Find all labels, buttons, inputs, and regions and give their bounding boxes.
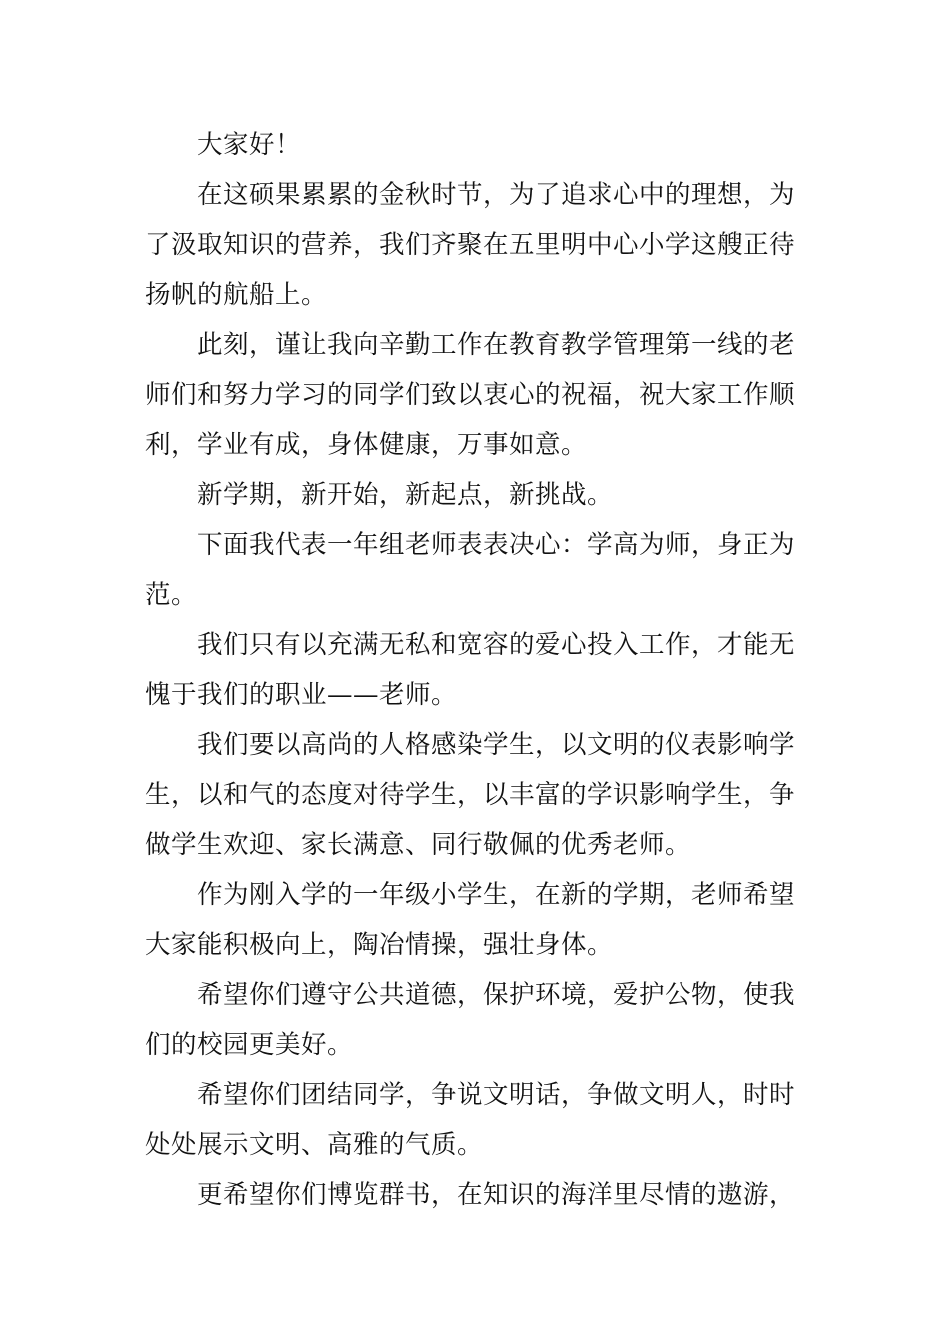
text-line: 作为刚入学的一年级小学生，在新的学期，老师希望 (197, 880, 796, 910)
text-line: 我们只有以充满无私和宽容的爱心投入工作，才能无 (197, 630, 796, 660)
text-line: 师们和努力学习的同学们致以衷心的祝福，祝大家工作顺 (145, 380, 796, 410)
paragraph (145, 720, 810, 870)
text-line: 在这硕果累累的金秋时节，为了追求心中的理想，为 (197, 180, 796, 210)
paragraph (145, 870, 810, 970)
text-line: 下面我代表一年组老师表表决心：学高为师，身正为 (197, 530, 796, 560)
text-line: 大家能积极向上，陶冶情操，强壮身体。 (145, 930, 614, 960)
text-line: 大家好！ (197, 130, 302, 160)
paragraph (145, 620, 810, 720)
text-line: 了汲取知识的营养，我们齐聚在五里明中心小学这艘正待 (145, 230, 796, 260)
text-line: 我们要以高尚的人格感染学生，以文明的仪表影响学 (197, 730, 796, 760)
paragraph (145, 170, 810, 320)
text-line: 做学生欢迎、家长满意、同行敬佩的优秀老师。 (145, 830, 692, 860)
paragraph-greeting (145, 120, 810, 170)
paragraph (145, 1170, 810, 1220)
paragraph (145, 970, 810, 1070)
text-line: 们的校园更美好。 (145, 1030, 354, 1060)
text-line: 处处展示文明、高雅的气质。 (145, 1130, 484, 1160)
text-line: 愧于我们的职业——老师。 (145, 680, 458, 710)
text-line: 扬帆的航船上。 (145, 280, 328, 310)
paragraph (145, 520, 810, 620)
text-line: 生，以和气的态度对待学生，以丰富的学识影响学生，争 (145, 780, 796, 810)
text-line: 希望你们团结同学，争说文明话，争做文明人，时时 (197, 1080, 796, 1110)
text-line: 新学期，新开始，新起点，新挑战。 (197, 480, 614, 510)
text-line: 利，学业有成，身体健康，万事如意。 (145, 430, 588, 460)
paragraph (145, 470, 810, 520)
document-body (145, 120, 810, 1220)
text-line: 此刻，谨让我向辛勤工作在教育教学管理第一线的老 (197, 330, 796, 360)
paragraph (145, 320, 810, 470)
text-line: 更希望你们博览群书，在知识的海洋里尽情的遨游， (197, 1180, 796, 1210)
paragraph (145, 1070, 810, 1170)
text-line: 范。 (145, 580, 198, 610)
text-line: 希望你们遵守公共道德，保护环境，爱护公物，使我 (197, 980, 796, 1010)
